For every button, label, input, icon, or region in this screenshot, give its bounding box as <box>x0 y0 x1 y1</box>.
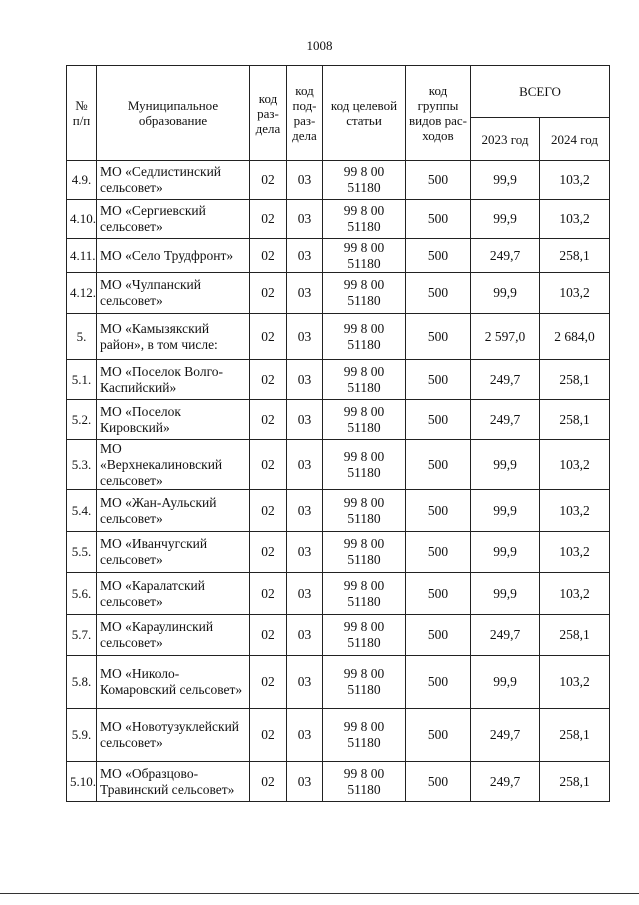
target-article-code: 99 8 00 51180 <box>323 615 406 656</box>
table-row <box>67 762 610 802</box>
podrazdel-code: 03 <box>287 656 323 709</box>
row-number: 5.5. <box>67 532 97 573</box>
amount-2023: 249,7 <box>471 615 540 656</box>
expense-group-code: 500 <box>406 161 471 200</box>
podrazdel-code: 03 <box>287 161 323 200</box>
podrazdel-code: 03 <box>287 573 323 615</box>
municipality-name: МО «Караулинский сельсовет» <box>97 615 250 656</box>
amount-2024: 258,1 <box>540 615 610 656</box>
row-number: 5.7. <box>67 615 97 656</box>
table-row <box>67 360 610 400</box>
amount-2023: 249,7 <box>471 239 540 273</box>
target-article-code: 99 8 00 51180 <box>323 200 406 239</box>
municipality-name: МО «Седлистинский сельсовет» <box>97 161 250 200</box>
municipality-name: МО «Жан-Аульский сельсовет» <box>97 490 250 532</box>
expense-group-code: 500 <box>406 490 471 532</box>
amount-2024: 103,2 <box>540 656 610 709</box>
row-number: 5.3. <box>67 440 97 490</box>
target-article-code: 99 8 00 51180 <box>323 161 406 200</box>
expense-group-code: 500 <box>406 709 471 762</box>
row-number: 5.2. <box>67 400 97 440</box>
municipality-name: МО «Село Трудфронт» <box>97 239 250 273</box>
amount-2024: 258,1 <box>540 400 610 440</box>
header-name: Муниципальное образование <box>97 66 250 161</box>
amount-2023: 99,9 <box>471 273 540 314</box>
row-number: 5.6. <box>67 573 97 615</box>
table-row <box>67 490 610 532</box>
amount-2023: 99,9 <box>471 161 540 200</box>
row-number: 5.1. <box>67 360 97 400</box>
row-number: 4.11. <box>67 239 97 273</box>
table-row <box>67 532 610 573</box>
amount-2024: 258,1 <box>540 762 610 802</box>
municipality-name: МО «Сергиевский сельсовет» <box>97 200 250 239</box>
amount-2023: 99,9 <box>471 440 540 490</box>
amount-2024: 103,2 <box>540 273 610 314</box>
header-num: № п/п <box>67 66 97 161</box>
header-gruppa: код группы видов рас-ходов <box>406 66 471 161</box>
municipality-name: МО «Новотузуклейский сельсовет» <box>97 709 250 762</box>
expense-group-code: 500 <box>406 440 471 490</box>
razdel-code: 02 <box>250 573 287 615</box>
target-article-code: 99 8 00 51180 <box>323 532 406 573</box>
header-year-2023: 2023 год <box>471 118 540 161</box>
razdel-code: 02 <box>250 161 287 200</box>
row-number: 4.10. <box>67 200 97 239</box>
amount-2023: 99,9 <box>471 490 540 532</box>
row-number: 4.12. <box>67 273 97 314</box>
razdel-code: 02 <box>250 314 287 360</box>
page-number: 1008 <box>306 38 333 53</box>
amount-2024: 258,1 <box>540 709 610 762</box>
razdel-code: 02 <box>250 532 287 573</box>
razdel-code: 02 <box>250 656 287 709</box>
expense-group-code: 500 <box>406 200 471 239</box>
target-article-code: 99 8 00 51180 <box>323 490 406 532</box>
expense-group-code: 500 <box>406 532 471 573</box>
municipality-name: МО «Иванчугский сельсовет» <box>97 532 250 573</box>
amount-2024: 103,2 <box>540 200 610 239</box>
podrazdel-code: 03 <box>287 273 323 314</box>
amount-2024: 103,2 <box>540 440 610 490</box>
target-article-code: 99 8 00 51180 <box>323 709 406 762</box>
table-row <box>67 440 610 490</box>
municipality-name: МО «Образцово-Травинский сельсовет» <box>97 762 250 802</box>
podrazdel-code: 03 <box>287 200 323 239</box>
table-row <box>67 709 610 762</box>
page-bottom-rule <box>0 893 639 894</box>
municipality-name: МО «Поселок Кировский» <box>97 400 250 440</box>
razdel-code: 02 <box>250 200 287 239</box>
expense-group-code: 500 <box>406 573 471 615</box>
amount-2023: 249,7 <box>471 762 540 802</box>
target-article-code: 99 8 00 51180 <box>323 273 406 314</box>
podrazdel-code: 03 <box>287 314 323 360</box>
podrazdel-code: 03 <box>287 239 323 273</box>
target-article-code: 99 8 00 51180 <box>323 440 406 490</box>
amount-2024: 103,2 <box>540 573 610 615</box>
amount-2024: 258,1 <box>540 239 610 273</box>
razdel-code: 02 <box>250 360 287 400</box>
header-year-2024: 2024 год <box>540 118 610 161</box>
amount-2024: 2 684,0 <box>540 314 610 360</box>
header-podrazdel: код под-раз-дела <box>287 66 323 161</box>
table-row <box>67 161 610 200</box>
table-row <box>67 273 610 314</box>
municipality-name: МО «Камызякский район», в том числе: <box>97 314 250 360</box>
table-row <box>67 573 610 615</box>
expense-group-code: 500 <box>406 400 471 440</box>
razdel-code: 02 <box>250 400 287 440</box>
budget-table <box>66 65 610 802</box>
row-number: 5. <box>67 314 97 360</box>
razdel-code: 02 <box>250 273 287 314</box>
expense-group-code: 500 <box>406 615 471 656</box>
podrazdel-code: 03 <box>287 615 323 656</box>
amount-2023: 99,9 <box>471 200 540 239</box>
amount-2023: 99,9 <box>471 656 540 709</box>
amount-2023: 249,7 <box>471 709 540 762</box>
row-number: 5.4. <box>67 490 97 532</box>
header-total: ВСЕГО <box>471 66 610 118</box>
razdel-code: 02 <box>250 239 287 273</box>
amount-2023: 249,7 <box>471 400 540 440</box>
table-row <box>67 656 610 709</box>
podrazdel-code: 03 <box>287 762 323 802</box>
amount-2024: 103,2 <box>540 532 610 573</box>
row-number: 4.9. <box>67 161 97 200</box>
expense-group-code: 500 <box>406 360 471 400</box>
target-article-code: 99 8 00 51180 <box>323 762 406 802</box>
table-row <box>67 615 610 656</box>
podrazdel-code: 03 <box>287 440 323 490</box>
razdel-code: 02 <box>250 615 287 656</box>
municipality-name: МО «Каралатский сельсовет» <box>97 573 250 615</box>
row-number: 5.9. <box>67 709 97 762</box>
expense-group-code: 500 <box>406 273 471 314</box>
expense-group-code: 500 <box>406 314 471 360</box>
row-number: 5.10. <box>67 762 97 802</box>
table-row <box>67 239 610 273</box>
table-row <box>67 314 610 360</box>
municipality-name: МО «Поселок Волго-Каспийский» <box>97 360 250 400</box>
amount-2024: 258,1 <box>540 360 610 400</box>
amount-2023: 99,9 <box>471 532 540 573</box>
amount-2023: 249,7 <box>471 360 540 400</box>
razdel-code: 02 <box>250 709 287 762</box>
municipality-name: МО «Верхнекалиновский сельсовет» <box>97 440 250 490</box>
target-article-code: 99 8 00 51180 <box>323 400 406 440</box>
amount-2024: 103,2 <box>540 490 610 532</box>
target-article-code: 99 8 00 51180 <box>323 314 406 360</box>
razdel-code: 02 <box>250 490 287 532</box>
podrazdel-code: 03 <box>287 709 323 762</box>
razdel-code: 02 <box>250 440 287 490</box>
table-row <box>67 200 610 239</box>
row-number: 5.8. <box>67 656 97 709</box>
municipality-name: МО «Чулпанский сельсовет» <box>97 273 250 314</box>
amount-2023: 99,9 <box>471 573 540 615</box>
podrazdel-code: 03 <box>287 532 323 573</box>
podrazdel-code: 03 <box>287 400 323 440</box>
expense-group-code: 500 <box>406 239 471 273</box>
amount-2023: 2 597,0 <box>471 314 540 360</box>
target-article-code: 99 8 00 51180 <box>323 656 406 709</box>
target-article-code: 99 8 00 51180 <box>323 360 406 400</box>
header-statya: код целевой статьи <box>323 66 406 161</box>
target-article-code: 99 8 00 51180 <box>323 573 406 615</box>
podrazdel-code: 03 <box>287 490 323 532</box>
municipality-name: МО «Николо-Комаровский сельсовет» <box>97 656 250 709</box>
expense-group-code: 500 <box>406 762 471 802</box>
target-article-code: 99 8 00 51180 <box>323 239 406 273</box>
expense-group-code: 500 <box>406 656 471 709</box>
header-razdel: код раз-дела <box>250 66 287 161</box>
podrazdel-code: 03 <box>287 360 323 400</box>
table-row <box>67 400 610 440</box>
amount-2024: 103,2 <box>540 161 610 200</box>
razdel-code: 02 <box>250 762 287 802</box>
